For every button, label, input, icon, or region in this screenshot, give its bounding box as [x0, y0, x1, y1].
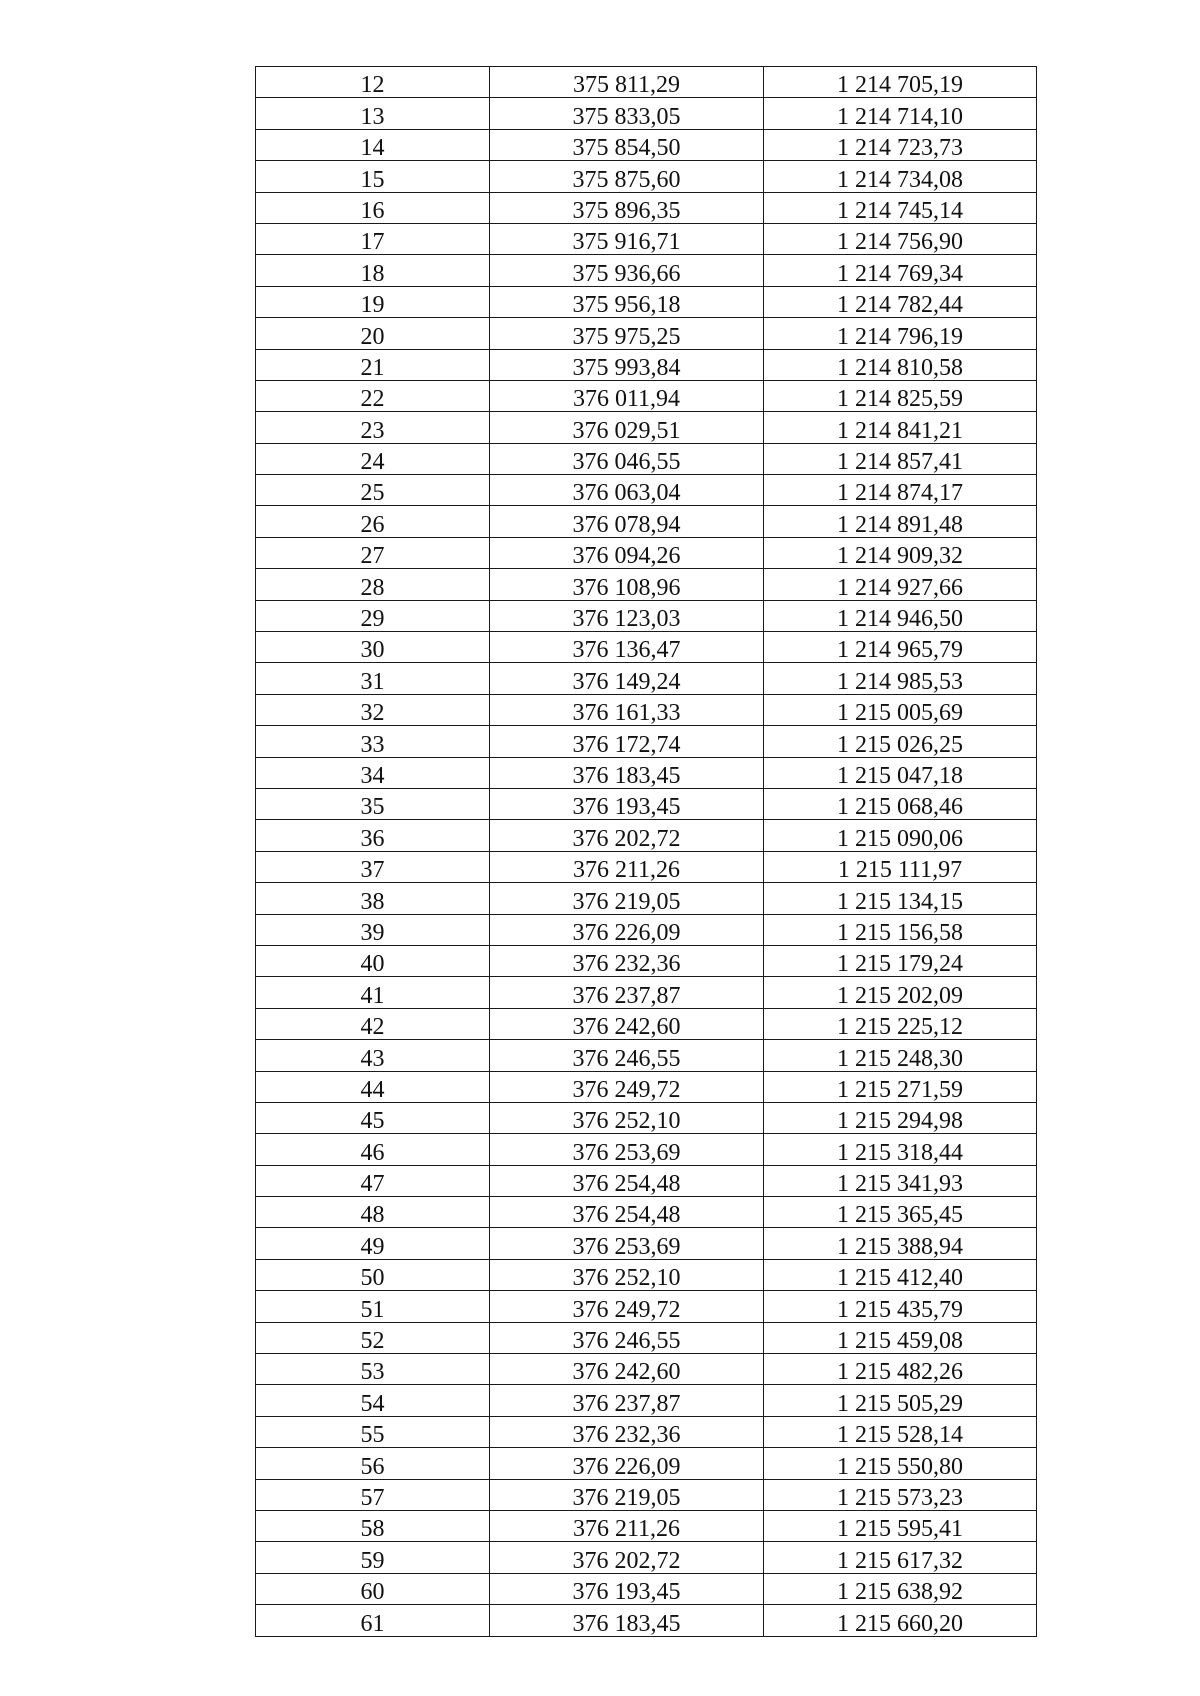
point-number-cell: 22 [256, 380, 490, 411]
coordinate-x-cell: 376 202,72 [490, 820, 764, 851]
coordinate-x-cell: 376 219,05 [490, 883, 764, 914]
coordinate-x-cell: 375 811,29 [490, 67, 764, 98]
point-number-cell: 52 [256, 1322, 490, 1353]
table-row [256, 1416, 1037, 1447]
table-row [256, 286, 1037, 317]
table-row [256, 1479, 1037, 1510]
table-row [256, 129, 1037, 160]
point-number-cell: 36 [256, 820, 490, 851]
coordinate-x-cell: 376 226,09 [490, 1448, 764, 1479]
coordinate-x-cell: 376 219,05 [490, 1479, 764, 1510]
coordinate-y-cell: 1 215 528,14 [764, 1416, 1037, 1447]
coordinate-x-cell: 376 242,60 [490, 1354, 764, 1385]
coordinate-y-cell: 1 214 782,44 [764, 286, 1037, 317]
table-row [256, 757, 1037, 788]
point-number-cell: 25 [256, 475, 490, 506]
point-number-cell: 37 [256, 851, 490, 882]
table-row [256, 1040, 1037, 1071]
table-row [256, 223, 1037, 254]
coordinate-y-cell: 1 215 459,08 [764, 1322, 1037, 1353]
coordinate-y-cell: 1 214 705,19 [764, 67, 1037, 98]
coordinate-x-cell: 376 136,47 [490, 632, 764, 663]
coordinate-y-cell: 1 214 909,32 [764, 537, 1037, 568]
coordinate-x-cell: 376 252,10 [490, 1102, 764, 1133]
coordinate-x-cell: 376 149,24 [490, 663, 764, 694]
coordinate-x-cell: 376 246,55 [490, 1040, 764, 1071]
coordinate-y-cell: 1 215 617,32 [764, 1542, 1037, 1573]
point-number-cell: 26 [256, 506, 490, 537]
coordinate-x-cell: 376 211,26 [490, 1510, 764, 1541]
coordinate-x-cell: 376 254,48 [490, 1197, 764, 1228]
point-number-cell: 27 [256, 537, 490, 568]
coordinate-x-cell: 376 183,45 [490, 1605, 764, 1636]
table-row [256, 475, 1037, 506]
table-row [256, 1385, 1037, 1416]
coordinate-y-cell: 1 215 225,12 [764, 1008, 1037, 1039]
coordinate-x-cell: 376 249,72 [490, 1071, 764, 1102]
coordinate-y-cell: 1 215 248,30 [764, 1040, 1037, 1071]
table-row [256, 1448, 1037, 1479]
coordinate-x-cell: 376 202,72 [490, 1542, 764, 1573]
coordinates-table-body [256, 67, 1037, 1637]
point-number-cell: 56 [256, 1448, 490, 1479]
coordinate-x-cell: 376 226,09 [490, 914, 764, 945]
table-row [256, 1510, 1037, 1541]
coordinate-y-cell: 1 214 946,50 [764, 600, 1037, 631]
table-row [256, 1573, 1037, 1604]
coordinate-x-cell: 376 246,55 [490, 1322, 764, 1353]
coordinate-y-cell: 1 215 179,24 [764, 945, 1037, 976]
point-number-cell: 33 [256, 726, 490, 757]
coordinate-x-cell: 376 063,04 [490, 475, 764, 506]
coordinate-x-cell: 376 253,69 [490, 1228, 764, 1259]
point-number-cell: 44 [256, 1071, 490, 1102]
coordinate-y-cell: 1 214 841,21 [764, 412, 1037, 443]
table-row [256, 1197, 1037, 1228]
table-row [256, 380, 1037, 411]
coordinate-y-cell: 1 215 660,20 [764, 1605, 1037, 1636]
coordinate-x-cell: 376 253,69 [490, 1134, 764, 1165]
point-number-cell: 38 [256, 883, 490, 914]
coordinate-x-cell: 375 956,18 [490, 286, 764, 317]
point-number-cell: 21 [256, 349, 490, 380]
table-row [256, 569, 1037, 600]
coordinates-table [255, 66, 1037, 1637]
table-row [256, 883, 1037, 914]
point-number-cell: 28 [256, 569, 490, 600]
point-number-cell: 49 [256, 1228, 490, 1259]
coordinate-x-cell: 376 183,45 [490, 757, 764, 788]
point-number-cell: 39 [256, 914, 490, 945]
coordinate-y-cell: 1 214 769,34 [764, 255, 1037, 286]
table-row [256, 632, 1037, 663]
point-number-cell: 35 [256, 788, 490, 819]
coordinate-x-cell: 375 896,35 [490, 192, 764, 223]
point-number-cell: 54 [256, 1385, 490, 1416]
point-number-cell: 45 [256, 1102, 490, 1133]
coordinate-x-cell: 376 078,94 [490, 506, 764, 537]
table-row [256, 1322, 1037, 1353]
point-number-cell: 59 [256, 1542, 490, 1573]
coordinate-y-cell: 1 214 756,90 [764, 223, 1037, 254]
coordinate-y-cell: 1 215 090,06 [764, 820, 1037, 851]
table-row [256, 977, 1037, 1008]
point-number-cell: 47 [256, 1165, 490, 1196]
point-number-cell: 18 [256, 255, 490, 286]
coordinate-y-cell: 1 214 985,53 [764, 663, 1037, 694]
point-number-cell: 24 [256, 443, 490, 474]
coordinate-y-cell: 1 215 435,79 [764, 1291, 1037, 1322]
coordinate-x-cell: 376 011,94 [490, 380, 764, 411]
coordinate-x-cell: 376 237,87 [490, 977, 764, 1008]
point-number-cell: 46 [256, 1134, 490, 1165]
coordinate-y-cell: 1 214 796,19 [764, 318, 1037, 349]
table-row [256, 1102, 1037, 1133]
table-row [256, 1291, 1037, 1322]
table-row [256, 663, 1037, 694]
point-number-cell: 53 [256, 1354, 490, 1385]
coordinate-y-cell: 1 215 638,92 [764, 1573, 1037, 1604]
point-number-cell: 58 [256, 1510, 490, 1541]
table-row [256, 1354, 1037, 1385]
coordinate-x-cell: 376 242,60 [490, 1008, 764, 1039]
coordinate-x-cell: 375 993,84 [490, 349, 764, 380]
point-number-cell: 31 [256, 663, 490, 694]
point-number-cell: 34 [256, 757, 490, 788]
coordinate-x-cell: 376 193,45 [490, 1573, 764, 1604]
point-number-cell: 55 [256, 1416, 490, 1447]
table-row [256, 1165, 1037, 1196]
coordinate-x-cell: 376 249,72 [490, 1291, 764, 1322]
coordinate-y-cell: 1 214 927,66 [764, 569, 1037, 600]
coordinate-x-cell: 376 232,36 [490, 945, 764, 976]
point-number-cell: 14 [256, 129, 490, 160]
table-row [256, 851, 1037, 882]
coordinate-x-cell: 376 029,51 [490, 412, 764, 443]
point-number-cell: 13 [256, 98, 490, 129]
table-row [256, 161, 1037, 192]
coordinate-x-cell: 376 108,96 [490, 569, 764, 600]
coordinate-x-cell: 376 252,10 [490, 1259, 764, 1290]
point-number-cell: 43 [256, 1040, 490, 1071]
table-row [256, 349, 1037, 380]
coordinate-x-cell: 375 875,60 [490, 161, 764, 192]
coordinate-y-cell: 1 215 482,26 [764, 1354, 1037, 1385]
table-row [256, 1134, 1037, 1165]
coordinate-y-cell: 1 215 573,23 [764, 1479, 1037, 1510]
table-row [256, 318, 1037, 349]
coordinate-x-cell: 375 916,71 [490, 223, 764, 254]
coordinate-x-cell: 376 237,87 [490, 1385, 764, 1416]
coordinate-y-cell: 1 215 388,94 [764, 1228, 1037, 1259]
table-row [256, 600, 1037, 631]
table-row [256, 412, 1037, 443]
coordinate-y-cell: 1 215 271,59 [764, 1071, 1037, 1102]
coordinate-y-cell: 1 214 714,10 [764, 98, 1037, 129]
point-number-cell: 32 [256, 694, 490, 725]
coordinate-y-cell: 1 214 857,41 [764, 443, 1037, 474]
coordinate-x-cell: 375 854,50 [490, 129, 764, 160]
point-number-cell: 29 [256, 600, 490, 631]
coordinate-x-cell: 376 094,26 [490, 537, 764, 568]
coordinate-y-cell: 1 214 810,58 [764, 349, 1037, 380]
table-row [256, 1542, 1037, 1573]
table-row [256, 1228, 1037, 1259]
coordinate-y-cell: 1 215 505,29 [764, 1385, 1037, 1416]
coordinate-y-cell: 1 215 550,80 [764, 1448, 1037, 1479]
coordinate-y-cell: 1 215 047,18 [764, 757, 1037, 788]
table-row [256, 192, 1037, 223]
table-row [256, 788, 1037, 819]
point-number-cell: 16 [256, 192, 490, 223]
coordinate-x-cell: 376 172,74 [490, 726, 764, 757]
point-number-cell: 12 [256, 67, 490, 98]
point-number-cell: 23 [256, 412, 490, 443]
coordinate-x-cell: 376 254,48 [490, 1165, 764, 1196]
point-number-cell: 48 [256, 1197, 490, 1228]
table-row [256, 98, 1037, 129]
coordinate-x-cell: 376 123,03 [490, 600, 764, 631]
coordinate-y-cell: 1 215 294,98 [764, 1102, 1037, 1133]
point-number-cell: 30 [256, 632, 490, 663]
table-row [256, 694, 1037, 725]
coordinate-y-cell: 1 214 723,73 [764, 129, 1037, 160]
coordinate-y-cell: 1 214 874,17 [764, 475, 1037, 506]
table-row [256, 1071, 1037, 1102]
coordinate-y-cell: 1 215 202,09 [764, 977, 1037, 1008]
table-row [256, 255, 1037, 286]
coordinate-x-cell: 375 975,25 [490, 318, 764, 349]
table-row [256, 506, 1037, 537]
coordinate-y-cell: 1 215 156,58 [764, 914, 1037, 945]
point-number-cell: 41 [256, 977, 490, 1008]
table-row [256, 1259, 1037, 1290]
table-row [256, 537, 1037, 568]
coordinate-y-cell: 1 215 134,15 [764, 883, 1037, 914]
coordinate-x-cell: 376 161,33 [490, 694, 764, 725]
coordinate-y-cell: 1 215 341,93 [764, 1165, 1037, 1196]
coordinate-x-cell: 376 193,45 [490, 788, 764, 819]
table-row [256, 67, 1037, 98]
coordinate-x-cell: 375 936,66 [490, 255, 764, 286]
point-number-cell: 57 [256, 1479, 490, 1510]
coordinate-y-cell: 1 214 891,48 [764, 506, 1037, 537]
point-number-cell: 15 [256, 161, 490, 192]
coordinate-x-cell: 376 211,26 [490, 851, 764, 882]
table-row [256, 945, 1037, 976]
coordinate-x-cell: 376 232,36 [490, 1416, 764, 1447]
table-row [256, 1605, 1037, 1636]
coordinate-y-cell: 1 215 026,25 [764, 726, 1037, 757]
point-number-cell: 50 [256, 1259, 490, 1290]
coordinate-x-cell: 375 833,05 [490, 98, 764, 129]
table-row [256, 726, 1037, 757]
point-number-cell: 51 [256, 1291, 490, 1322]
table-row [256, 914, 1037, 945]
coordinate-y-cell: 1 214 745,14 [764, 192, 1037, 223]
point-number-cell: 17 [256, 223, 490, 254]
coordinate-y-cell: 1 214 734,08 [764, 161, 1037, 192]
coordinate-x-cell: 376 046,55 [490, 443, 764, 474]
coordinate-y-cell: 1 215 365,45 [764, 1197, 1037, 1228]
table-row [256, 1008, 1037, 1039]
point-number-cell: 60 [256, 1573, 490, 1604]
table-row [256, 820, 1037, 851]
coordinate-y-cell: 1 215 005,69 [764, 694, 1037, 725]
coordinate-y-cell: 1 215 068,46 [764, 788, 1037, 819]
coordinate-y-cell: 1 215 595,41 [764, 1510, 1037, 1541]
table-row [256, 443, 1037, 474]
coordinate-y-cell: 1 214 965,79 [764, 632, 1037, 663]
point-number-cell: 40 [256, 945, 490, 976]
point-number-cell: 61 [256, 1605, 490, 1636]
coordinate-y-cell: 1 215 318,44 [764, 1134, 1037, 1165]
coordinate-y-cell: 1 215 412,40 [764, 1259, 1037, 1290]
coordinate-y-cell: 1 215 111,97 [764, 851, 1037, 882]
point-number-cell: 19 [256, 286, 490, 317]
point-number-cell: 20 [256, 318, 490, 349]
coordinate-y-cell: 1 214 825,59 [764, 380, 1037, 411]
point-number-cell: 42 [256, 1008, 490, 1039]
